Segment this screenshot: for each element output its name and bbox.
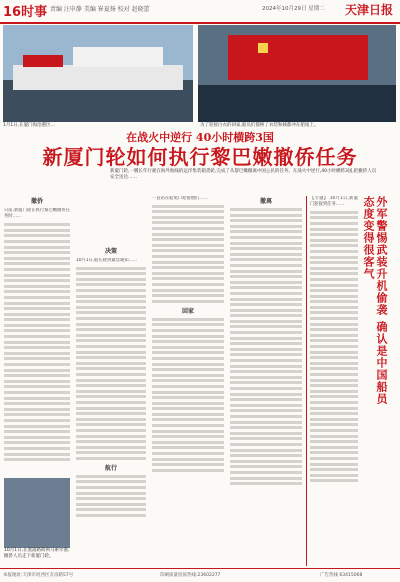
column-3-text: 一直站在船尾口迎接他们…… (152, 196, 208, 201)
footer-hotline: 印刷质量投诉热线:23602277 (160, 573, 221, 578)
footer-address: 本报地址:天津市河西区友谊路57号 (3, 573, 74, 578)
article-kicker: 在战火中逆行 40小时横跨3国 (126, 131, 274, 144)
subhead-5: 撤离 (259, 198, 272, 205)
photo-left-caption: 1月1日,在厦门海沧港区... (3, 123, 55, 128)
newspaper-logo: 天津日报 (345, 3, 394, 17)
header-date: 2024年10月29日 星期二 (262, 6, 325, 12)
sidebar-divider (306, 196, 307, 566)
column-2 (76, 196, 146, 566)
page-footer (0, 568, 400, 582)
column-1 (4, 196, 70, 566)
subhead-4: 回家 (181, 307, 194, 315)
bottom-photo-caption: 10月1日,在塞浦路斯利马索尔港,撤侨人员走下新厦门轮。 (4, 548, 70, 560)
sidebar-body (310, 196, 358, 566)
column-1-lines (4, 223, 70, 478)
column-4 (230, 196, 302, 566)
column-3-lines (152, 205, 224, 303)
photo-right-caption: 为了迎接白衣的回家,船员们都换了衣装和姨都冲在船尾上。 (200, 123, 319, 128)
subhead-2: 决策 (104, 248, 117, 255)
header-subtitle: 责编 汪申静 美编 崔夏扬 校对 赵晓蕾 (50, 6, 150, 13)
page-number: 16时事 (3, 5, 48, 20)
column-2-lines-b (76, 475, 146, 517)
column-2-lines (76, 267, 146, 460)
subhead-3: 航行 (104, 464, 117, 472)
column-2-text: 10月1日,船长接到紧急通知…… (76, 258, 138, 263)
column-3-lines-b (152, 318, 224, 472)
bottom-photo (4, 478, 70, 548)
article-lead: 新厦门轮,一艘长年行驶在海外航线的远洋集装箱货轮,完成了从黎巴嫩撤离中国公民的任务。在战火中逆行,40小时横跨3国,把撤侨人员安全送达…… (110, 169, 377, 181)
subhead-1: 撤侨 (30, 198, 43, 205)
sidebar-title: 外军警惕武装升机偷袭 确认是中国船员态度变得很客气 (362, 196, 388, 405)
sidebar-lines (310, 211, 358, 483)
column-1-text: 日前,新厦门轮在执行黎巴嫩撤侨任务时…… (4, 208, 70, 220)
ship-image (3, 25, 193, 122)
footer-ads: 广告热线 63415068 (320, 573, 363, 578)
ship-photo-left (3, 25, 193, 122)
page-header (0, 0, 400, 24)
column-4-lines (230, 208, 302, 485)
article-headline: 新厦门轮如何执行黎巴嫩撤侨任务 (42, 145, 358, 169)
column-3 (152, 196, 224, 566)
crowd-image (198, 25, 396, 122)
sidebar-text: 【专题】 10月1日,新厦门轮接到任务…… (310, 196, 358, 208)
ship-photo-right (198, 25, 396, 122)
